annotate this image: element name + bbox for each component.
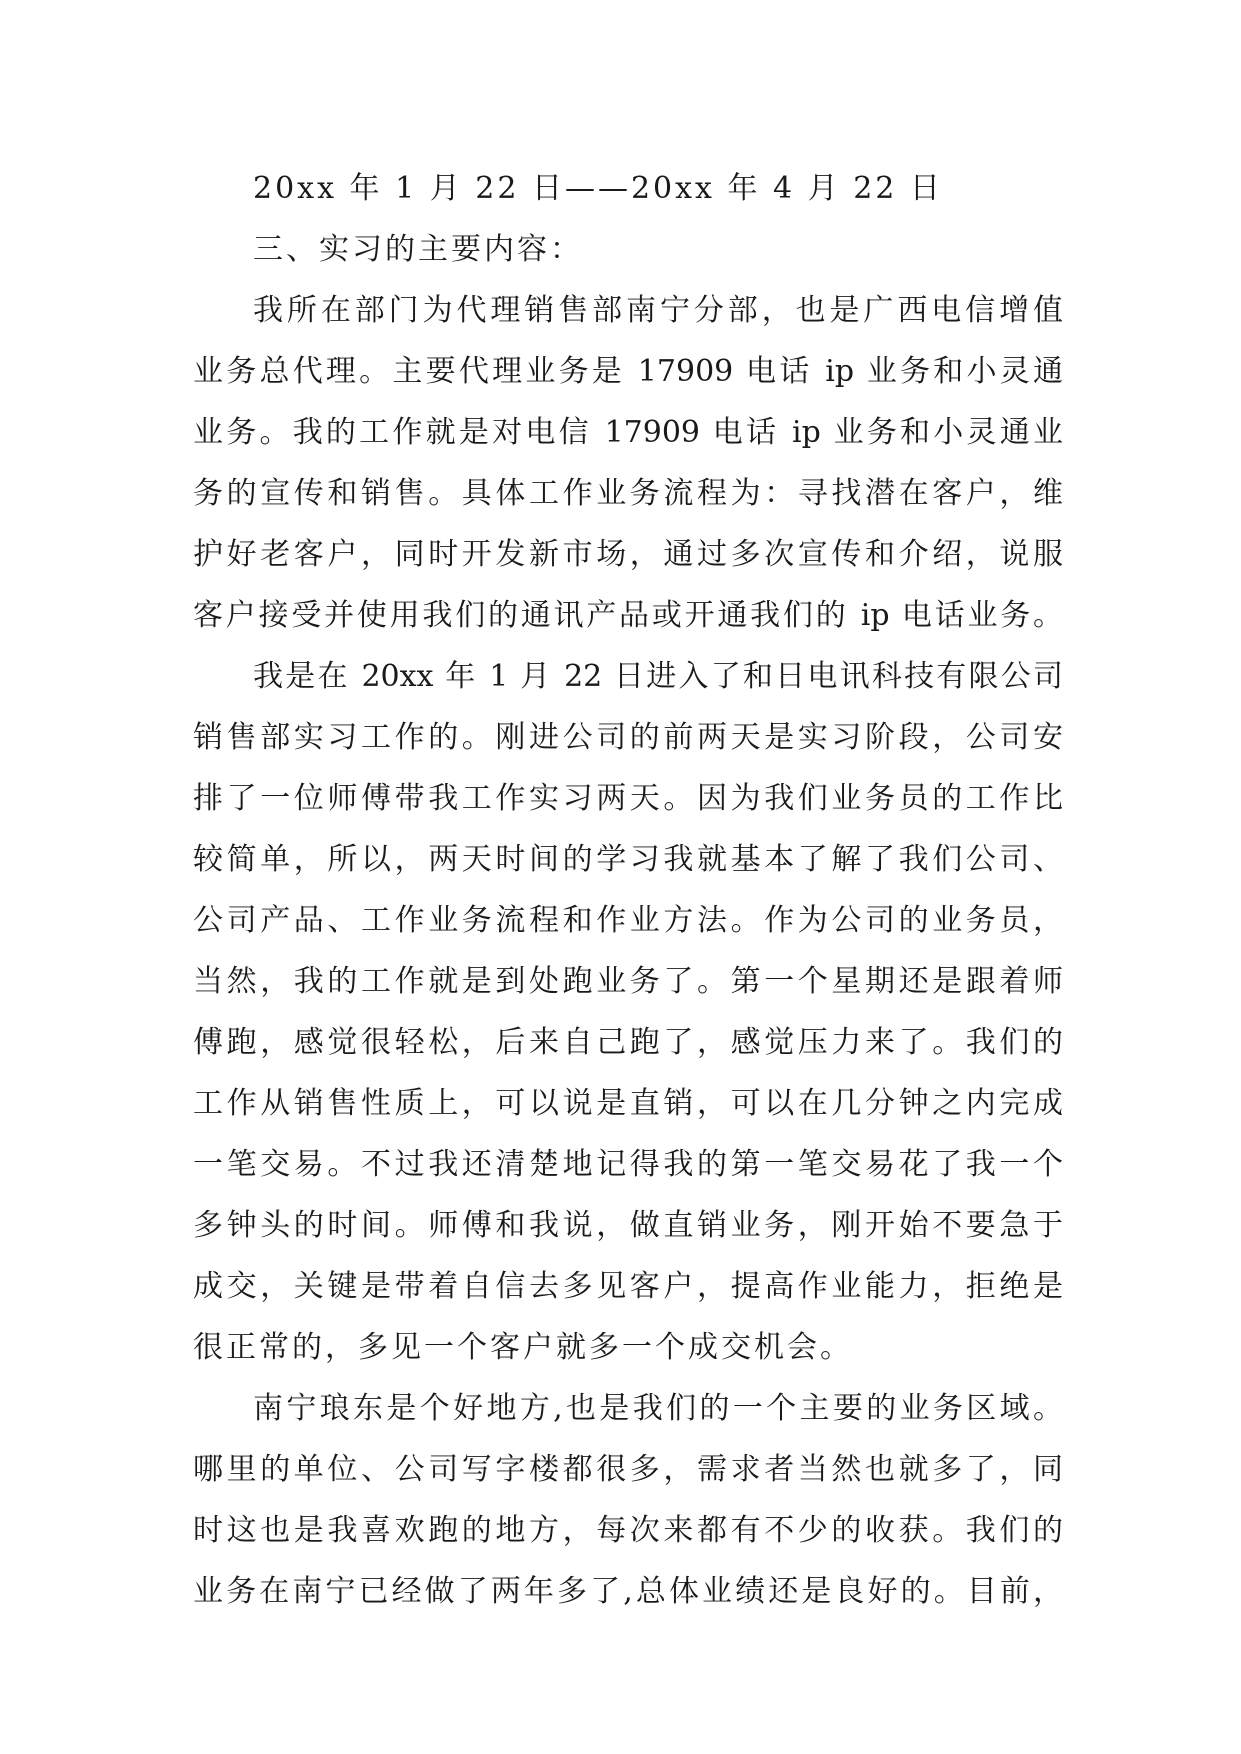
paragraph-line: 南宁琅东是个好地方,也是我们的一个主要的业务区域。 <box>253 1391 1063 1426</box>
paragraph-line: 我所在部门为代理销售部南宁分部，也是广西电信增值 <box>253 293 1063 328</box>
paragraph-line: 我是在 20xx 年 1 月 22 日进入了和日电讯科技有限公司 <box>253 659 1063 694</box>
paragraph-department <box>193 280 1063 646</box>
paragraph-line: 一笔交易。不过我还清楚地记得我的第一笔交易花了我一个 <box>193 1147 1063 1182</box>
paragraph-internship-start <box>193 646 1063 1378</box>
paragraph-line: 业务在南宁已经做了两年多了,总体业绩还是良好的。目前， <box>193 1574 1063 1609</box>
paragraph-line: 客户接受并使用我们的通讯产品或开通我们的 ip 电话业务。 <box>193 598 1063 633</box>
paragraph-line: 销售部实习工作的。刚进公司的前两天是实习阶段，公司安 <box>193 720 1063 755</box>
paragraph-line: 傅跑，感觉很轻松，后来自己跑了，感觉压力来了。我们的 <box>193 1025 1063 1060</box>
paragraph-line: 业务。我的工作就是对电信 17909 电话 ip 业务和小灵通业 <box>193 415 1063 450</box>
paragraph-line: 较简单，所以，两天时间的学习我就基本了解了我们公司、 <box>193 842 1063 877</box>
paragraph-line: 务的宣传和销售。具体工作业务流程为：寻找潜在客户，维 <box>193 476 1063 511</box>
date-range-line: 20xx 年 1 月 22 日——20xx 年 4 月 22 日 <box>253 171 943 206</box>
paragraph-line: 时这也是我喜欢跑的地方，每次来都有不少的收获。我们的 <box>193 1513 1063 1548</box>
paragraph-line: 很正常的，多见一个客户就多一个成交机会。 <box>193 1330 853 1365</box>
paragraph-line: 成交，关键是带着自信去多见客户，提高作业能力，拒绝是 <box>193 1269 1063 1304</box>
paragraph-line: 工作从销售性质上，可以说是直销，可以在几分钟之内完成 <box>193 1086 1063 1121</box>
paragraph-line: 多钟头的时间。师傅和我说，做直销业务，刚开始不要急于 <box>193 1208 1063 1243</box>
paragraph-line: 业务总代理。主要代理业务是 17909 电话 ip 业务和小灵通 <box>193 354 1063 389</box>
paragraph-line: 护好老客户，同时开发新市场，通过多次宣传和介绍，说服 <box>193 537 1063 572</box>
paragraph-line: 哪里的单位、公司写字楼都很多，需求者当然也就多了，同 <box>193 1452 1063 1487</box>
paragraph-line: 排了一位师傅带我工作实习两天。因为我们业务员的工作比 <box>193 781 1063 816</box>
section-heading: 三、实习的主要内容： <box>253 232 583 267</box>
document-body <box>193 158 1063 1622</box>
paragraph-line: 当然，我的工作就是到处跑业务了。第一个星期还是跟着师 <box>193 964 1063 999</box>
paragraph-line: 公司产品、工作业务流程和作业方法。作为公司的业务员， <box>193 903 1063 938</box>
paragraph-nanning-langdong <box>193 1378 1063 1622</box>
